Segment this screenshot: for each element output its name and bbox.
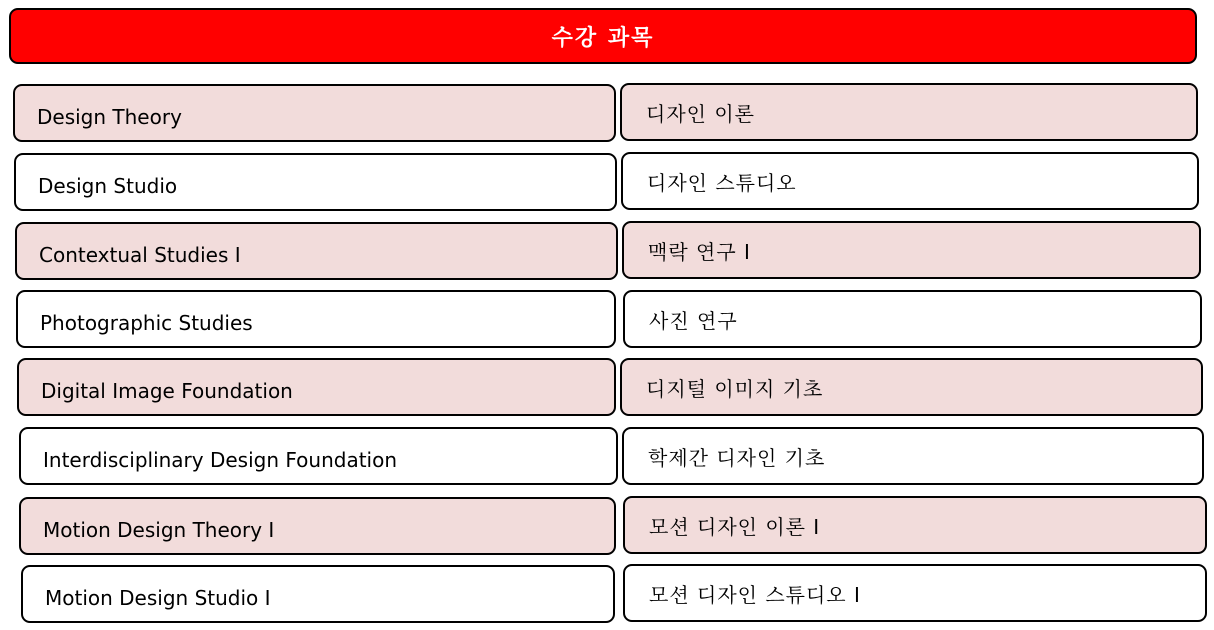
course-label-ko: 학제간 디자인 기초 [648,445,826,470]
course-label-en: Design Studio [38,174,178,198]
course-label-ko: 모션 디자인 스튜디오 I [649,582,861,607]
course-name-en-6 [19,427,618,485]
course-label-ko: 맥락 연구 I [648,239,751,264]
course-name-ko-7 [623,496,1207,554]
course-label-ko: 모션 디자인 이론 I [649,514,821,539]
course-label-en: Photographic Studies [40,311,253,335]
course-name-ko-2 [621,152,1199,210]
course-label-en: Digital Image Foundation [41,379,293,403]
course-name-en-4 [16,290,616,348]
course-label-en: Motion Design Studio I [45,586,271,610]
course-name-en-7 [19,497,616,555]
course-name-ko-6 [622,427,1204,485]
course-name-en-3 [15,222,618,280]
course-name-en-2 [14,153,617,211]
course-label-en: Motion Design Theory I [43,518,275,542]
course-label-ko: 디지털 이미지 기초 [646,376,824,401]
course-label-en: Design Theory [37,105,182,129]
course-name-ko-5 [620,358,1203,416]
course-label-ko: 사진 연구 [649,308,738,333]
course-label-ko: 디자인 스튜디오 [647,170,797,195]
course-name-ko-1 [620,83,1198,141]
course-label-en: Contextual Studies I [39,243,241,267]
header-title: 수강 과목 [9,8,1197,64]
course-name-ko-4 [623,290,1202,348]
course-name-en-1 [13,84,616,142]
course-name-ko-8 [623,564,1207,622]
course-name-en-8 [21,565,615,623]
course-name-en-5 [17,358,616,416]
course-label-ko: 디자인 이론 [646,101,755,126]
course-name-ko-3 [622,221,1201,279]
course-label-en: Interdisciplinary Design Foundation [43,448,398,472]
